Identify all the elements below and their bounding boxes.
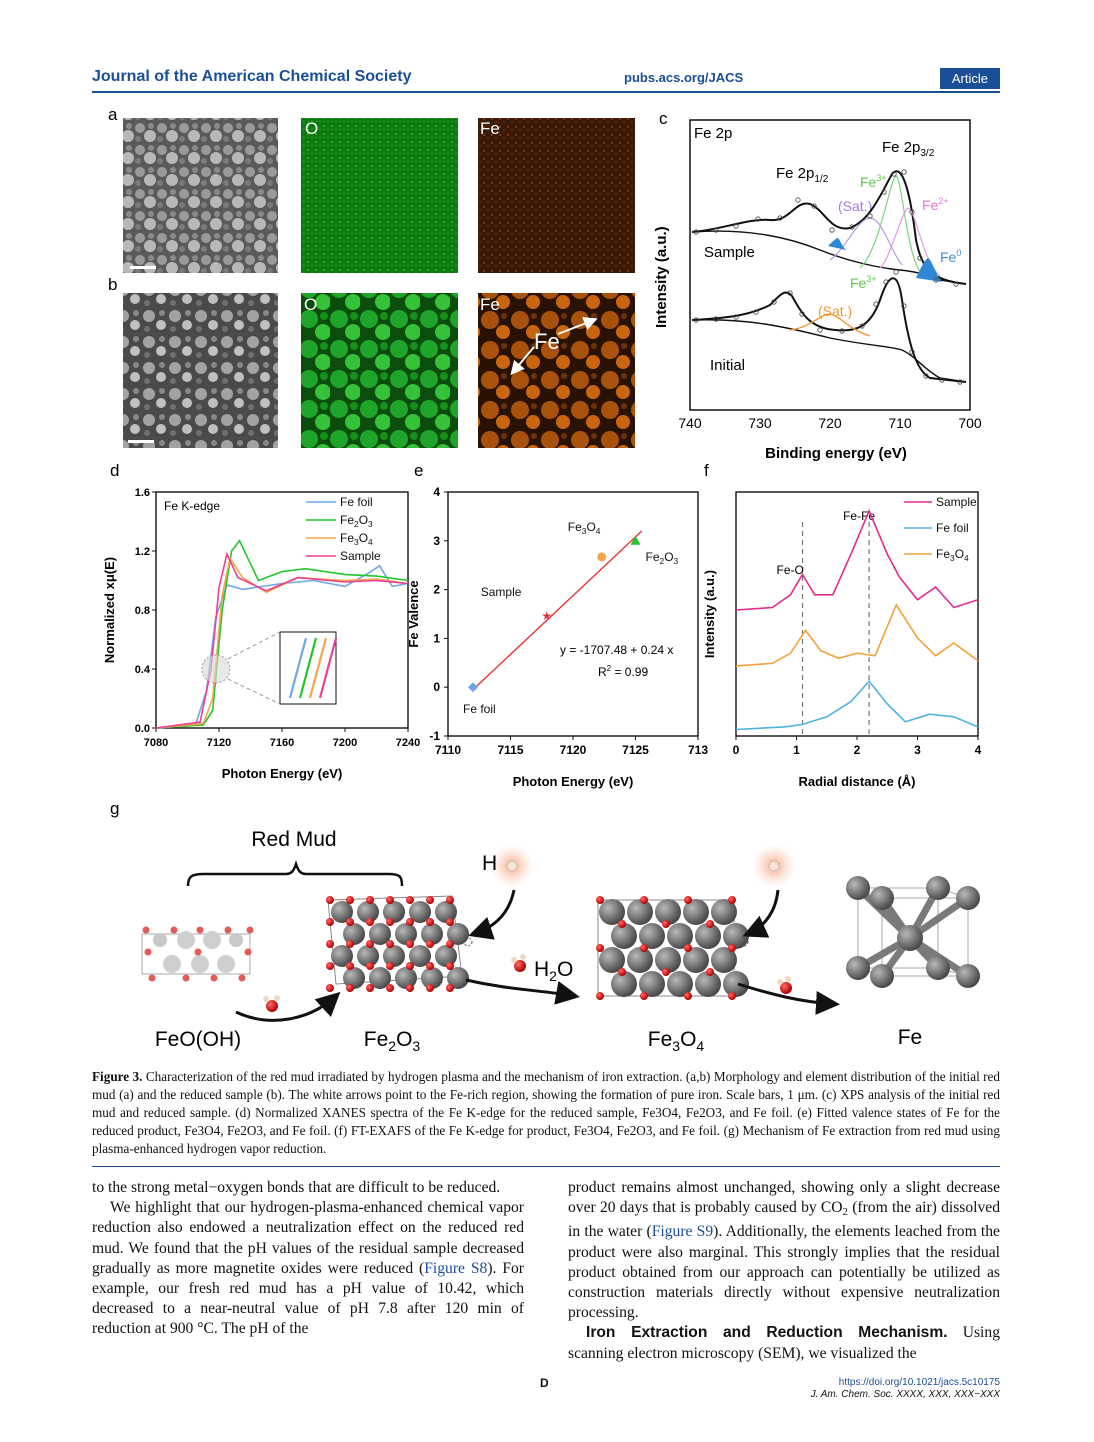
exafs-chart [702, 492, 982, 789]
x-tick-label: 7120 [559, 743, 587, 757]
o-atom [326, 896, 334, 904]
o-atom [662, 920, 670, 928]
feooh-crystal [142, 927, 254, 982]
o-atom [728, 944, 736, 952]
body-paragraph: We highlight that our hydrogen-plasma-enhanced chemical vapor reduction also endowed a neutralization effect on the reduced red mud. We found that the pH values of the residual sample decreased gradually as more magnetite oxides were reduced (Figure S8). For example, our fresh red mud has a pH value of 10.42, which decreased to a near-neutral value of pH 7.8 after 120 min of reduction at 900 °C. The pH of the [92, 1199, 524, 1338]
fe-atom [627, 899, 653, 925]
body-paragraph: to the strong metal−oxygen bonds that are difficult to be reduced. [92, 1179, 501, 1196]
sem-image-initial [123, 118, 278, 273]
o-atom [386, 962, 394, 970]
o-atom [346, 962, 354, 970]
fe-product-label: Fe [897, 1026, 923, 1049]
fe-atom [343, 967, 365, 989]
o-atom [640, 992, 648, 1000]
fe-atom [723, 971, 749, 997]
x-tick-label: 7200 [332, 737, 358, 749]
o-atom [618, 920, 626, 928]
y-tick-label: -1 [429, 729, 440, 743]
o-atom [728, 896, 736, 904]
feooh-label: FeO(OH) [154, 1028, 242, 1051]
x-tick-label: 7120 [206, 737, 232, 749]
legend-label: Sample [936, 495, 977, 509]
o-atom [346, 918, 354, 926]
legend-label: Sample [340, 549, 381, 563]
o-atom [326, 962, 334, 970]
xps-y-axis-label: Intensity (a.u.) [653, 226, 670, 328]
xps-sample-fe0-peak [916, 258, 942, 282]
y-tick-label: 0.8 [134, 605, 150, 617]
panel-label-e: e [414, 461, 424, 480]
caption-label: Figure 3. [92, 1069, 143, 1084]
x-tick-label: 713 [687, 743, 709, 757]
zoom-region [202, 655, 230, 683]
o-atom [406, 940, 414, 948]
zoom-connector [228, 679, 280, 704]
figure-s9-link[interactable]: Figure S9 [651, 1223, 714, 1241]
x-axis-label: Radial distance (Å) [798, 774, 916, 789]
figure-3 [90, 100, 1004, 1060]
x-tick-label: 7125 [622, 743, 649, 757]
o-atom [446, 940, 454, 948]
fe-atom [383, 901, 405, 923]
point-label: Fe foil [463, 702, 496, 717]
legend-label: Fe foil [936, 521, 969, 535]
o-atom [706, 968, 714, 976]
o-map-initial [301, 118, 458, 273]
xps-title: Fe 2p [694, 125, 733, 142]
body-column-right [568, 1178, 1000, 1364]
sem-image-reduced [123, 293, 278, 448]
xanes-chart [102, 487, 420, 781]
xps-x-tick: 730 [748, 415, 772, 431]
o-atom [596, 896, 604, 904]
o-atom [386, 918, 394, 926]
fe3o4-crystal [596, 896, 749, 1000]
o-atom [406, 918, 414, 926]
legend-label: $Fe_3O_4$ [340, 531, 373, 547]
scale-bar-a [130, 266, 156, 269]
o-atom [640, 944, 648, 952]
panel-label-c: c [659, 109, 668, 128]
panel-label-b: b [108, 275, 118, 294]
o-atom [684, 992, 692, 1000]
footer-doi [811, 1377, 1000, 1401]
y-tick-label: 4 [433, 485, 440, 499]
o-atom [366, 984, 374, 992]
fe-bcc-crystal [846, 876, 980, 988]
x-tick-label: 7160 [269, 737, 295, 749]
o-atom [366, 940, 374, 948]
xps-fe3-label-initial: $Fe^{3+}$ [850, 274, 877, 291]
caption-text: Characterization of the red mud irradiated by hydrogen plasma and the mechanism of iron extraction. (a,b) Morphology and element distribution of the initial red mud (a) and the reduced sample (b). The white arrows point to the Fe-rich region, showing the formation of pure iron. Scale bars, 1 μm. (c) XPS analysis of the initial red mud and reduced sample. (d) Normalized XANES spectra of the Fe K-edge for the reduced sample, Fe3O4, Fe2O3, and Fe foil. (e) Fitted valence states of Fe for the reduced product, Fe3O4, Fe2O3, and Fe foil. (f) FT-EXAFS of the Fe K-edge for product, Fe3O4, Fe2O3, and Fe foil. (g) Mechanism of Fe extraction from red mud using plasma-enhanced hydrogen vapor reduction. [92, 1069, 1000, 1156]
fit-equation: y = -1707.48 + 0.24 x [560, 643, 674, 657]
legend-label: $Fe_2O_3$ [340, 513, 373, 529]
y-axis-label: Normalized xμ(E) [102, 556, 117, 664]
arrow-h-to-fe3o4 [748, 890, 778, 934]
body-column-left [92, 1178, 524, 1340]
point-label: Sample [480, 584, 522, 599]
legend-label: $Fe_3O_4$ [936, 547, 969, 563]
arrow-fe2o3-to-fe3o4 [466, 980, 574, 996]
y-tick-label: 1.2 [134, 546, 150, 558]
peak-annotation: Fe-O [776, 563, 804, 577]
o-atom [386, 984, 394, 992]
x-axis-label: Photon Energy (eV) [512, 774, 634, 789]
panel-label-f: f [704, 461, 709, 480]
xps-x-ticks [678, 415, 982, 431]
o-atom [326, 984, 334, 992]
xps-peak-fe2p32: Fe $2p_{3/2}$ [882, 139, 935, 159]
x-tick-label: 2 [853, 743, 861, 757]
water-molecule-2 [511, 954, 526, 972]
o-map-label-a: O [305, 119, 319, 138]
peak-annotation: Fe-Fe [843, 509, 876, 523]
o-map-reduced [301, 293, 458, 448]
section-heading: Iron Extraction and Reduction Mechanism. [586, 1324, 948, 1342]
o-atom [618, 968, 626, 976]
fe-atom [395, 923, 417, 945]
panel-label-d: d [110, 461, 120, 480]
o-atom [326, 940, 334, 948]
xps-fe2-label: $Fe^{2+}$ [922, 196, 949, 213]
o-atom [662, 968, 670, 976]
fe-atom [627, 947, 653, 973]
fe3o4-label: $Fe_3O_4$ [647, 1028, 705, 1054]
x-tick-label: 7110 [434, 743, 462, 757]
zoom-connector [228, 632, 280, 659]
o-atom [346, 984, 354, 992]
arrow-h-to-fe2o3 [474, 890, 514, 934]
y-tick-label: 0.0 [134, 723, 150, 735]
fe-map-reduced [478, 293, 635, 448]
o-atom [426, 896, 434, 904]
data-point: ★ [541, 608, 553, 623]
x-tick-label: 4 [974, 743, 982, 757]
o-atom [640, 896, 648, 904]
series-line [736, 681, 978, 729]
xps-x-tick: 720 [818, 415, 842, 431]
o-atom [406, 984, 414, 992]
water-molecule-3 [777, 976, 792, 994]
x-tick-label: 3 [914, 743, 921, 757]
o-atom [346, 940, 354, 948]
red-mud-brace [188, 864, 402, 886]
y-tick-label: 1 [433, 631, 440, 646]
o-map-label-b: O [304, 295, 318, 314]
hydrogen-label: H [482, 852, 498, 875]
fe-atom [343, 923, 365, 945]
x-tick-label: 7115 [497, 743, 524, 757]
xps-sample-fe3-component [860, 176, 920, 272]
figure-s8-link[interactable]: Figure S8 [424, 1259, 488, 1277]
water-molecule-1 [263, 995, 280, 1012]
series-line [736, 605, 978, 666]
xps-x-tick: 700 [958, 415, 982, 431]
fe-map-label-b: Fe [480, 295, 500, 314]
o-atom [366, 896, 374, 904]
xps-peak-fe2p12: Fe $2p_{1/2}$ [776, 165, 829, 185]
xps-initial-label: Initial [710, 357, 746, 374]
xps-sample-fe0-peak-2p12 [828, 238, 846, 250]
y-tick-label: 2 [433, 582, 440, 597]
o-atom [684, 944, 692, 952]
journal-site[interactable]: pubs.acs.org/JACS [624, 70, 744, 85]
o-atom [406, 896, 414, 904]
chart-annotation: Fe K-edge [164, 499, 221, 513]
panel-label-g: g [110, 799, 120, 818]
water-label: $H_2O$ [534, 958, 574, 984]
o-atom [426, 962, 434, 970]
fe2o3-crystal [326, 896, 469, 992]
legend-label: Fe foil [340, 495, 373, 509]
journal-title: Journal of the American Chemical Society [92, 68, 412, 85]
y-tick-label: 3 [433, 533, 440, 548]
x-tick-label: 1 [793, 743, 800, 757]
panel-label-a: a [108, 105, 118, 124]
y-axis-label: Fe Valence [406, 580, 421, 648]
o-atom [386, 940, 394, 948]
o-atom [426, 984, 434, 992]
doi-link[interactable]: https://doi.org/10.1021/jacs.5c10175 [838, 1377, 1000, 1388]
o-atom [406, 962, 414, 970]
body-paragraph: Iron Extraction and Reduction Mechanism. Using scanning electron microscopy (SEM), we visualized the [568, 1324, 1000, 1362]
fe-atom [435, 901, 457, 923]
xps-fe3-label: $Fe^{3+}$ [860, 173, 887, 190]
o-atom [684, 896, 692, 904]
fe-region-label: Fe [534, 329, 560, 354]
header-rule [92, 91, 1000, 93]
o-atom [728, 992, 736, 1000]
o-atom [326, 918, 334, 926]
y-tick-label: 1.6 [134, 487, 150, 499]
fe-map-initial [478, 118, 635, 273]
xps-sat-label-initial: (Sat.) [818, 303, 853, 319]
xps-sample-label: Sample [704, 244, 755, 261]
point-label: $Fe_2O_3$ [645, 549, 679, 566]
o-atom [596, 944, 604, 952]
y-tick-label: 0 [433, 680, 440, 695]
arrow-feooh-to-fe2o3 [236, 996, 336, 1020]
fe-map-label-a: Fe [480, 119, 500, 138]
fe-atom [435, 945, 457, 967]
o-atom [346, 896, 354, 904]
o-atom [446, 984, 454, 992]
point-label: $Fe_3O_4$ [567, 519, 601, 536]
citation: J. Am. Chem. Soc. XXXX, XXX, XXX−XXX [810, 1389, 1000, 1400]
fit-r-squared: $R^2 = 0.99$ [598, 664, 649, 679]
page-number: D [540, 1376, 549, 1390]
o-atom [366, 918, 374, 926]
hydrogen-atom-1 [507, 861, 517, 871]
o-atom [706, 920, 714, 928]
xps-x-tick: 740 [678, 415, 702, 431]
xps-sat-label: (Sat.) [838, 198, 873, 214]
x-tick-label: 7080 [143, 737, 169, 749]
o-atom [426, 940, 434, 948]
o-atom [386, 896, 394, 904]
o-atom [446, 962, 454, 970]
xps-x-tick: 710 [888, 415, 912, 431]
o-atom [366, 962, 374, 970]
fe2o3-label: $Fe_2O_3$ [363, 1028, 421, 1054]
red-mud-label: Red Mud [251, 828, 337, 851]
caption-rule [92, 1166, 1000, 1167]
x-axis-label: Photon Energy (eV) [221, 766, 343, 781]
data-point [597, 552, 606, 561]
y-axis-label: Intensity (a.u.) [702, 569, 717, 659]
hydrogen-atom-2 [769, 861, 779, 871]
scale-bar-b [128, 440, 154, 443]
fe-atom [383, 945, 405, 967]
fe-atom [395, 967, 417, 989]
figure-caption [92, 1068, 1000, 1158]
article-type-badge: Article [940, 68, 1000, 89]
o-atom [446, 918, 454, 926]
xps-x-axis-label: Binding energy (eV) [765, 445, 907, 462]
o-atom [426, 918, 434, 926]
page-header [92, 68, 1000, 92]
y-tick-label: 0.4 [134, 664, 150, 676]
body-paragraph: product remains almost unchanged, showing only a slight decrease over 20 days that is probably caused by $CO_2$ (from the air) dissolved in the water (Figure S9). Additionally, the elements leached from the product were also marginal. This strongly implies that the residual product obtained from our approach can potentially be utilized as construction materials directly without expensive neutralization processing. [568, 1179, 1000, 1322]
x-tick-label: 0 [732, 743, 740, 757]
fe-atom [723, 923, 749, 949]
o-atom [446, 896, 454, 904]
o-atom [596, 992, 604, 1000]
x-tick-label: 7240 [395, 737, 421, 749]
xps-fe0-label: Fe$^0$ [940, 248, 962, 265]
valence-chart [406, 485, 708, 789]
data-point [468, 682, 478, 692]
